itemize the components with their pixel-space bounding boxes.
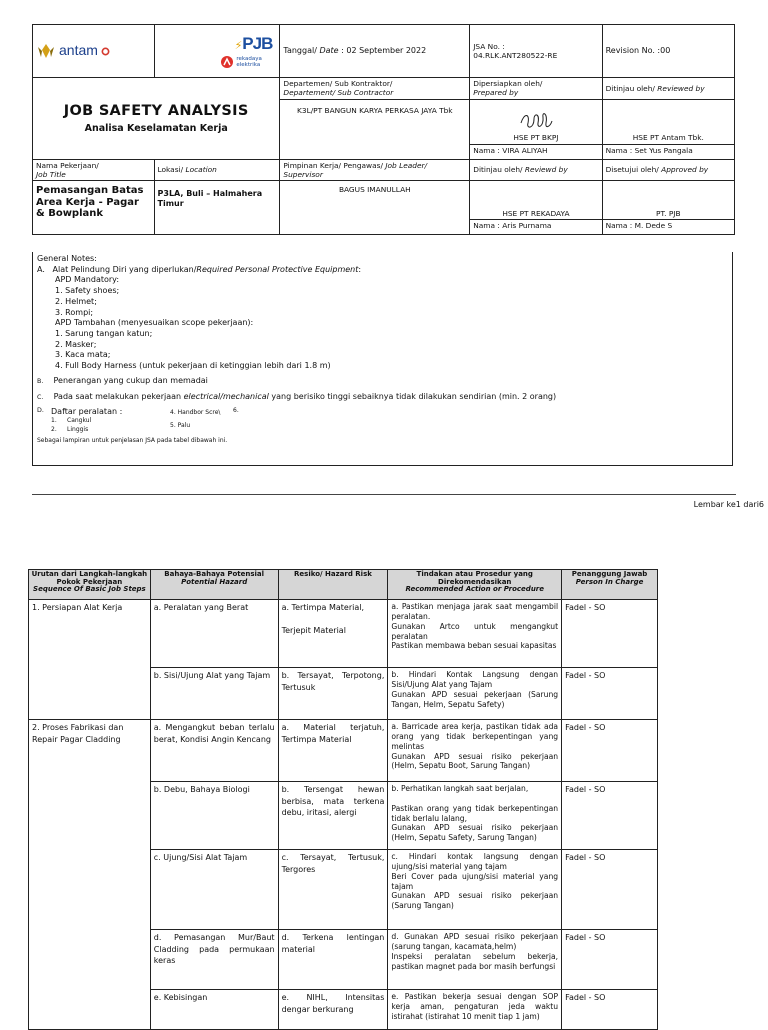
table-row <box>29 720 658 782</box>
prepared-signature-icon <box>516 109 556 133</box>
notes-heading: General Notes: <box>37 254 97 263</box>
pic-cell: Fadel - SO <box>562 600 658 668</box>
page-divider <box>32 494 736 495</box>
job-step-cell: 1. Persiapan Alat Kerja <box>29 600 151 720</box>
jsa-table-header <box>29 570 658 600</box>
action-cell: c. Hindari kontak langsung dengan ujung/sisi material yang tajam Beri Cover pada ujung/sisi material yang tajam Gunakan APD sesuai risiko pekerjaan (Sarung Tangan) <box>388 850 562 930</box>
action-cell: a. Barricade area kerja, pastikan tidak ada orang yang tidak berkepentingan yang melintas Gunakan APD sesuai risiko pekerjaan (Helm, Sepatu Boot, Sarung Tangan) <box>388 720 562 782</box>
antam-ring-icon <box>101 47 110 56</box>
date-value: : 02 September 2022 <box>341 46 427 55</box>
risk-cell: e. NIHL, Intensitas dengar berkurang <box>278 990 388 1030</box>
pic-cell: Fadel - SO <box>562 930 658 990</box>
hazard-cell: a. Mengangkut beban terlalu berat, Kondisi Angin Kencang <box>150 720 278 782</box>
column-header-3: Resiko/ Hazard Risk <box>278 570 388 600</box>
jsa-header-table <box>32 24 735 235</box>
column-header-2: Bahaya-Bahaya Potensial Potential Hazard <box>150 570 278 600</box>
job-title-value: Pemasangan Batas Area Kerja - Pagar & Bowplank <box>33 181 155 235</box>
reviewed2-name: Nama : Aris Purnama <box>470 220 602 235</box>
general-notes: General Notes: A. Alat Pelindung Diri yang diperlukan/Required Personal Protective Equipment: APD Mandatory: 1. Safety shoes; 2. Helmet; 3. Rompi; APD Tambahan (menyesuaikan scope pekerjaan): 1. Sarung tangan katun; 2. Masker; 3. Kaca mata; 4. Full Body Harness (untuk pekerjaan di ketinggian lebih dari 1.8 m) B. Penerangan yang cukup dan memadai C. Pada saat melakukan pekerjaan electrical/mechanical yang berisiko tinggi sebaiknya tidak dilakukan sendirian (min. 2 orang) D. Daftar peralatan : 1. Cangkul 2. Linggis 4. Handbor Scre\ 6. 5. Palu Sebagai lampiran untuk penjelasan JSA pada tabel dibawah ini. <box>32 252 733 466</box>
prepared-org: HSE PT BKPJ <box>513 133 559 143</box>
column-header-4: Tindakan atau Prosedur yang Direkomendasikan Recommended Action or Procedure <box>388 570 562 600</box>
pic-cell: Fadel - SO <box>562 850 658 930</box>
title-cell <box>33 78 280 160</box>
jsa-no-value: 04.RLK.ANT280522-RE <box>473 51 558 60</box>
page-title: JOB SAFETY ANALYSIS <box>63 102 249 119</box>
jsa-no-cell: JSA No. : 04.RLK.ANT280522-RE <box>470 25 602 78</box>
job-title-label-cell: Nama Pekerjaan/ Job Title <box>33 159 155 181</box>
prepared-signature-cell <box>470 99 602 144</box>
column-header-1: Urutan dari Langkah-langkah Pokok Pekerjaan Sequence Of Basic Job Steps <box>29 570 151 600</box>
location-label-cell: Lokasi/ Location <box>154 159 280 181</box>
action-cell: b. Hindari Kontak Langsung dengan Sisi/Ujung Alat yang Tajam Gunakan APD sesuai pekerjaan (Sarung Tangan, Helm, Sepatu Safety) <box>388 668 562 720</box>
reviewed-org: HSE PT Antam Tbk. <box>602 99 734 144</box>
antam-emblem-icon <box>36 42 56 60</box>
pjb-logo-text: PJB <box>242 34 273 54</box>
antam-logo-text: antam <box>59 42 98 59</box>
approved-name: Nama : M. Dede S <box>602 220 734 235</box>
risk-cell: b. Tersengat hewan berbisa, mata terkena debu, iritasi, alergi <box>278 782 388 850</box>
location-value: P3LA, Buli – Halmahera Timur <box>154 181 280 235</box>
dept-value: K3L/PT BANGUN KARYA PERKASA JAYA Tbk <box>280 99 470 159</box>
antam-logo <box>36 42 151 60</box>
prepared-name: Nama : VIRA ALIYAH <box>470 144 602 159</box>
date-cell: Tanggal/ Date : 02 September 2022 <box>280 25 470 78</box>
note-a: A. Alat Pelindung Diri yang diperlukan/Required Personal Protective Equipment: <box>37 264 362 274</box>
notes-footer: Sebagai lampiran untuk penjelasan JSA pada tabel dibawah ini. <box>37 437 228 445</box>
action-cell: a. Pastikan menjaga jarak saat mengambil peralatan. Gunakan Artco untuk mengangkut peralatan Pastikan membawa beban sesuai kapasitas <box>388 600 562 668</box>
action-cell: b. Perhatikan langkah saat berjalan, Pastikan orang yang tidak berkepentingan tidak berlalu lalang, Gunakan APD sesuai risiko pekerjaan (Helm, Sepatu Safety, Sarung Tangan) <box>388 782 562 850</box>
risk-cell: d. Terkena lentingan material <box>278 930 388 990</box>
hazard-cell: b. Sisi/Ujung Alat yang Tajam <box>150 668 278 720</box>
jsa-table-body <box>29 600 658 1030</box>
hazard-cell: d. Pemasangan Mur/Baut Cladding pada permukaan keras <box>150 930 278 990</box>
dept-label-cell: Departemen/ Sub Kontraktor/ Departement/ Sub Contractor <box>280 78 470 100</box>
risk-cell: c. Tersayat, Tertusuk, Tergores <box>278 850 388 930</box>
note-b: B. Penerangan yang cukup dan memadai <box>37 375 208 385</box>
leader-label-cell: Pimpinan Kerja/ Pengawas/ Job Leader/ Supervisor <box>280 159 470 181</box>
risk-cell: a. Material terjatuh, Tertimpa Material <box>278 720 388 782</box>
hazard-cell: b. Debu, Bahaya Biologi <box>150 782 278 850</box>
hazard-cell: c. Ujung/Sisi Alat Tajam <box>150 850 278 930</box>
column-header-5: Penanggung Jawab Person In Charge <box>562 570 658 600</box>
page-subtitle: Analisa Keselamatan Kerja <box>84 122 228 134</box>
prepared-label-cell: Dipersiapkan oleh/ Prepared by <box>470 78 602 100</box>
risk-cell: a. Tertimpa Material, Terjepit Material <box>278 600 388 668</box>
antam-logo-cell <box>33 25 155 78</box>
job-step-cell: 2. Proses Fabrikasi dan Repair Pagar Cladding <box>29 720 151 1030</box>
action-cell: e. Pastikan bekerja sesuai dengan SOP kerja aman, pengaturan jeda waktu istirahat (istirahat 10 menit tiap 1 jam) <box>388 990 562 1030</box>
reviewed-label-cell: Ditinjau oleh/ Reviewed by <box>602 78 734 100</box>
leader-value: BAGUS IMANULLAH <box>280 181 470 235</box>
approved-org: PT. PJB <box>602 181 734 220</box>
pic-cell: Fadel - SO <box>562 668 658 720</box>
risk-cell: b. Tersayat, Terpotong, Tertusuk <box>278 668 388 720</box>
rekadaya-logo-icon <box>220 55 234 69</box>
pjb-logo-cell: ⚡PJB rekadaya elektrika <box>154 25 280 78</box>
reviewed2-label-cell: Ditinjau oleh/ Reviewd by <box>470 159 602 181</box>
hazard-cell: a. Peralatan yang Berat <box>150 600 278 668</box>
pic-cell: Fadel - SO <box>562 782 658 850</box>
table-row <box>29 600 658 668</box>
pic-cell: Fadel - SO <box>562 720 658 782</box>
page-number: Lembar ke1 dari6 <box>693 500 764 509</box>
note-c: C. Pada saat melakukan pekerjaan electrical/mechanical yang berisiko tinggi sebaiknya tidak dilakukan sendirian (min. 2 orang) <box>37 391 557 401</box>
rekadaya-logo-text: rekadaya elektrika <box>236 55 262 68</box>
hazard-cell: e. Kebisingan <box>150 990 278 1030</box>
approved-label-cell: Disetujui oleh/ Approved by <box>602 159 734 181</box>
revision-number: Revision No. :00 <box>602 25 734 78</box>
pic-cell: Fadel - SO <box>562 990 658 1030</box>
note-d: D. Daftar peralatan : 1. Cangkul 2. Linggis 4. Handbor Scre\ 6. 5. Palu <box>37 407 239 434</box>
jsa-steps-table <box>28 569 658 1030</box>
action-cell: d. Gunakan APD sesuai risiko pekerjaan (sarung tangan, kacamata,helm) Inspeksi peralatan sebelum bekerja, pastikan magnet pada bor masih berfungsi <box>388 930 562 990</box>
reviewed-name: Nama : Set Yus Pangala <box>602 144 734 159</box>
reviewed2-org: HSE PT REKADAYA <box>470 181 602 220</box>
